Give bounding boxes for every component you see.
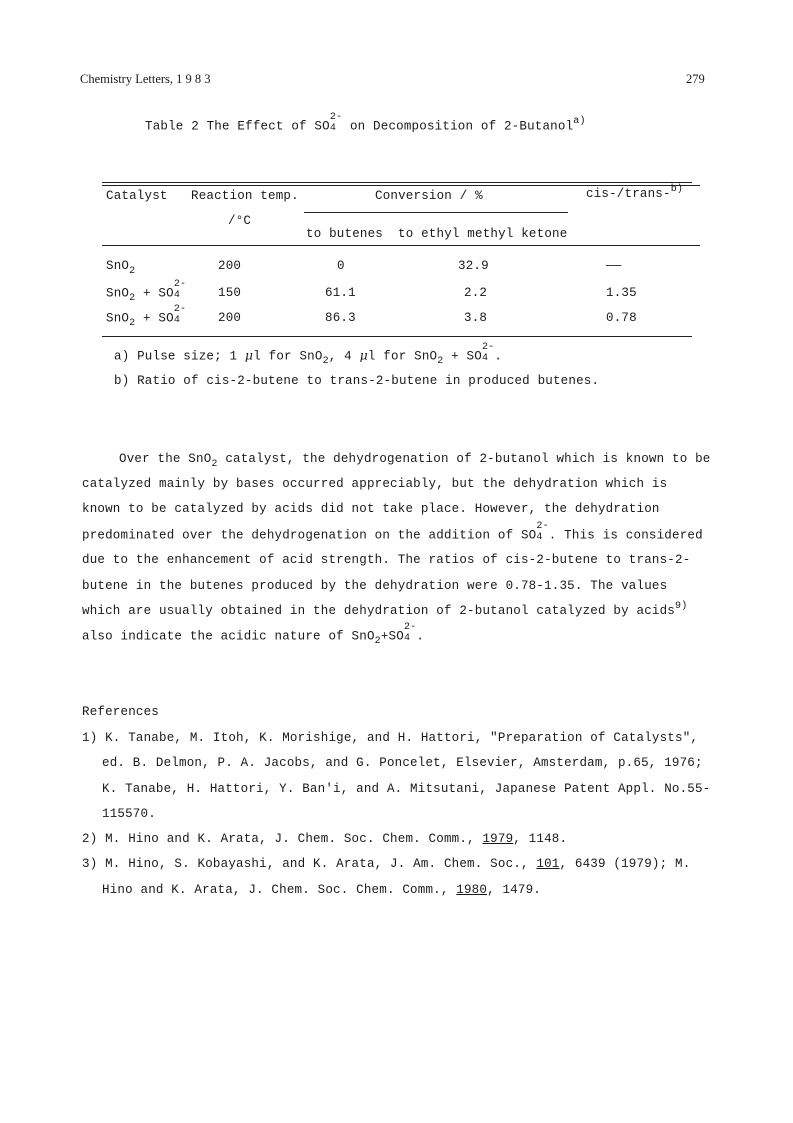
col-temp-unit: /°C xyxy=(228,214,252,228)
table-top-rule xyxy=(102,182,692,183)
journal-header: Chemistry Letters, 1 9 8 3 xyxy=(80,72,211,86)
col-conversion: Conversion / % xyxy=(375,189,483,203)
table-row-1-temp: 200 xyxy=(218,259,242,273)
references-heading: References xyxy=(82,705,160,719)
body-line-2: catalyzed mainly by bases occurred appreciably, but the dehydration which is xyxy=(82,477,668,491)
col-ratio: cis-/trans-$^{b)}$ xyxy=(586,184,684,201)
body-line-7: which are usually obtained in the dehydration of 2-butanol catalyzed by acids$^{9)}$ xyxy=(82,601,688,618)
table-note-a: a) Pulse size; 1 μl for SnO$_2$, 4 μl for SnO$_2$ + SO 2- 4 . xyxy=(114,342,503,368)
conversion-rule xyxy=(304,212,568,213)
reference-3-line-2: Hino and K. Arata, J. Chem. Soc. Chem. Comm., 1980, 1479. xyxy=(102,883,541,897)
table-row-2-catalyst: SnO$_2$ + SO 2- 4 xyxy=(106,279,187,305)
reference-1-line-2: ed. B. Delmon, P. A. Jacobs, and G. Poncelet, Elsevier, Amsterdam, p.65, 1976; xyxy=(102,756,703,770)
page-number: 279 xyxy=(686,72,705,86)
table-row-3-ketone: 3.8 xyxy=(464,311,488,325)
table-row-3-temp: 200 xyxy=(218,311,242,325)
table-row-3-butenes: 86.3 xyxy=(325,311,356,325)
reference-1-line-3: K. Tanabe, H. Hattori, Y. Ban'i, and A. Mitsutani, Japanese Patent Appl. No.55- xyxy=(102,782,711,796)
table-row-2-ratio: 1.35 xyxy=(606,286,637,300)
col-ketone: to ethyl methyl ketone xyxy=(398,227,568,241)
reference-2: 2) M. Hino and K. Arata, J. Chem. Soc. Chem. Comm., 1979, 1148. xyxy=(82,832,568,846)
table-row-1-ratio: —— xyxy=(606,259,622,273)
col-temp: Reaction temp. xyxy=(191,189,299,203)
body-line-8: also indicate the acidic nature of SnO$_2$+SO 2- 4 . xyxy=(82,622,425,648)
reference-1-line-1: 1) K. Tanabe, M. Itoh, K. Morishige, and H. Hattori, "Preparation of Catalysts", xyxy=(82,731,699,745)
table-row-3-ratio: 0.78 xyxy=(606,311,637,325)
table-row-2-ketone: 2.2 xyxy=(464,286,488,300)
table-bottom-rule xyxy=(102,336,692,337)
table-note-b: b) Ratio of cis-2-butene to trans-2-butene in produced butenes. xyxy=(114,374,600,388)
body-line-1: Over the SnO$_2$ catalyst, the dehydrogenation of 2-butanol which is known to be xyxy=(119,452,711,470)
table-row-1-butenes: 0 xyxy=(337,259,345,273)
table-row-1-catalyst: SnO$_2$ xyxy=(106,259,136,277)
table-row-1-ketone: 32.9 xyxy=(458,259,489,273)
body-line-3: known to be catalyzed by acids did not take place. However, the dehydration xyxy=(82,502,660,516)
table-row-2-butenes: 61.1 xyxy=(325,286,356,300)
body-line-6: butene in the butenes produced by the dehydration were 0.78-1.35. The values xyxy=(82,579,668,593)
table-top-rule-2 xyxy=(102,185,700,186)
table-title: Table 2 The Effect of SO 2- 4 on Decomposition of 2-Butanol$^{a)}$ xyxy=(145,112,586,134)
body-line-5: due to the enhancement of acid strength. The ratios of cis-2-butene to trans-2- xyxy=(82,553,691,567)
reference-3-line-1: 3) M. Hino, S. Kobayashi, and K. Arata, J. Am. Chem. Soc., 101, 6439 (1979); M. xyxy=(82,857,691,871)
reference-1-line-4: 115570. xyxy=(102,807,156,821)
table-header-rule xyxy=(102,245,700,246)
table-row-2-temp: 150 xyxy=(218,286,242,300)
table-row-3-catalyst: SnO$_2$ + SO 2- 4 xyxy=(106,304,187,330)
col-catalyst: Catalyst xyxy=(106,189,168,203)
body-line-4: predominated over the dehydrogenation on the addition of SO 2- 4 . This is considered xyxy=(82,521,703,543)
col-butenes: to butenes xyxy=(306,227,384,241)
